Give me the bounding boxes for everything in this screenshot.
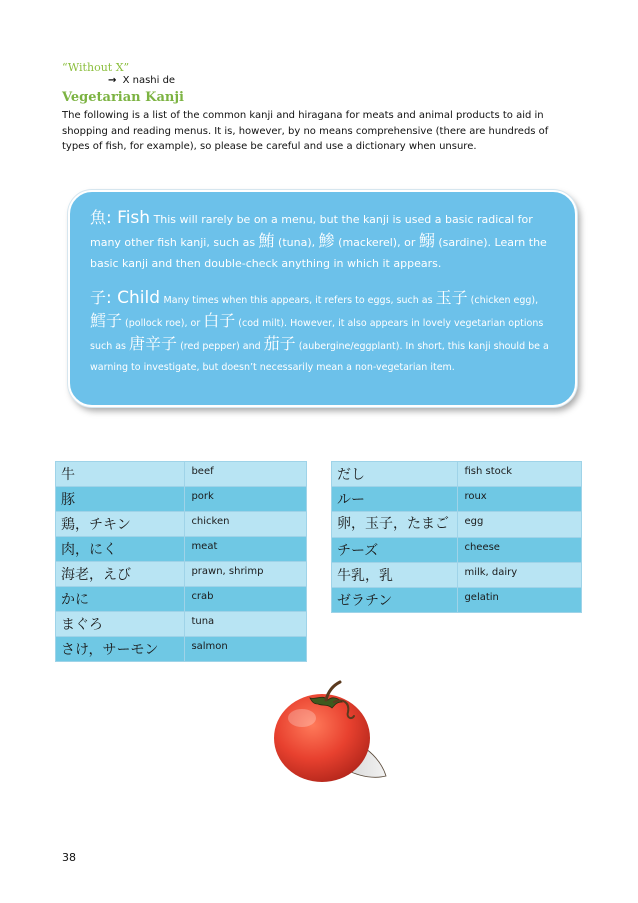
child-word: Child [117, 288, 161, 308]
red-pepper-kanji: 唐辛子 [129, 334, 178, 353]
mackerel-kanji: 鯵 [318, 231, 335, 250]
table-row: チーズ cheese [332, 538, 582, 563]
without-x-heading: “Without X” [62, 61, 130, 74]
section-title: Vegetarian Kanji [62, 90, 184, 105]
fish-entry: 魚: Fish This will rarely be on a menu, but the kanji is used a basic radical for many other fish kanji, such as 鮪 (tuna), 鯵 (mackerel), or 鰯 (sardine). Learn the basic kanji and then double-check anything in which it appears. [90, 208, 547, 270]
intro-paragraph: The following is a list of the common kanji and hiragana for meats and animal products to aid in shopping and reading menus. It is, however, by no means comprehensive (there are hundreds of types of fish, for example), so please be careful and use a dictionary when unsure. [62, 110, 549, 152]
table-row: 海老，えび prawn, shrimp [56, 562, 307, 587]
table-row: さけ，サーモン salmon [56, 637, 307, 662]
table-row: だし fish stock [332, 462, 582, 487]
kanji-callout-box [68, 190, 577, 407]
x-nashi-de-text: X nashi de [122, 75, 176, 86]
pollock-roe-kanji: 鱈子 [90, 311, 123, 330]
page-number: 38 [62, 851, 76, 864]
animal-products-vocab-table [331, 461, 582, 613]
table-row: 牛乳，乳 milk, dairy [332, 563, 582, 588]
table-row: ゼラチン gelatin [332, 588, 582, 613]
fish-kanji: 魚 [90, 208, 107, 227]
tomato-highlight [288, 709, 316, 727]
tomato-illustration [262, 676, 392, 786]
table-row: かに crab [56, 587, 307, 612]
table-row: 肉，にく meat [56, 537, 307, 562]
table-row: 鶏，チキン chicken [56, 512, 307, 537]
child-kanji: 子 [90, 288, 107, 307]
cod-milt-kanji: 白子 [203, 311, 236, 330]
fish-word: Fish [117, 208, 151, 228]
table-row: 牛 beef [56, 462, 307, 487]
table-row: まぐろ tuna [56, 612, 307, 637]
arrow-right-icon: → [108, 75, 117, 86]
aubergine-kanji: 茄子 [263, 334, 296, 353]
table-row: ルー roux [332, 487, 582, 512]
tomato-icon [262, 676, 392, 790]
x-nashi-de-line [108, 75, 175, 86]
sardine-kanji: 鰯 [418, 231, 435, 250]
table-row: 卵，玉子，たまご egg [332, 512, 582, 538]
tomato-body [274, 694, 370, 782]
table-row: 豚 pork [56, 487, 307, 512]
child-entry: 子: Child Many times when this appears, it refers to eggs, such as 玉子 (chicken egg), 鱈子 (pollock roe), or 白子 (cod milt). However, it also appears in lovely vegetarian options such as 唐辛子 (red pepper) and 茄子 (aubergine/eggplant). In short, this kanji should be a warning to investigate, but doesn’t necessarily mean a non-vegetarian item. [90, 288, 549, 373]
meat-vocab-table [55, 461, 307, 662]
chicken-egg-kanji: 玉子 [435, 288, 468, 307]
tuna-kanji: 鮪 [258, 231, 275, 250]
